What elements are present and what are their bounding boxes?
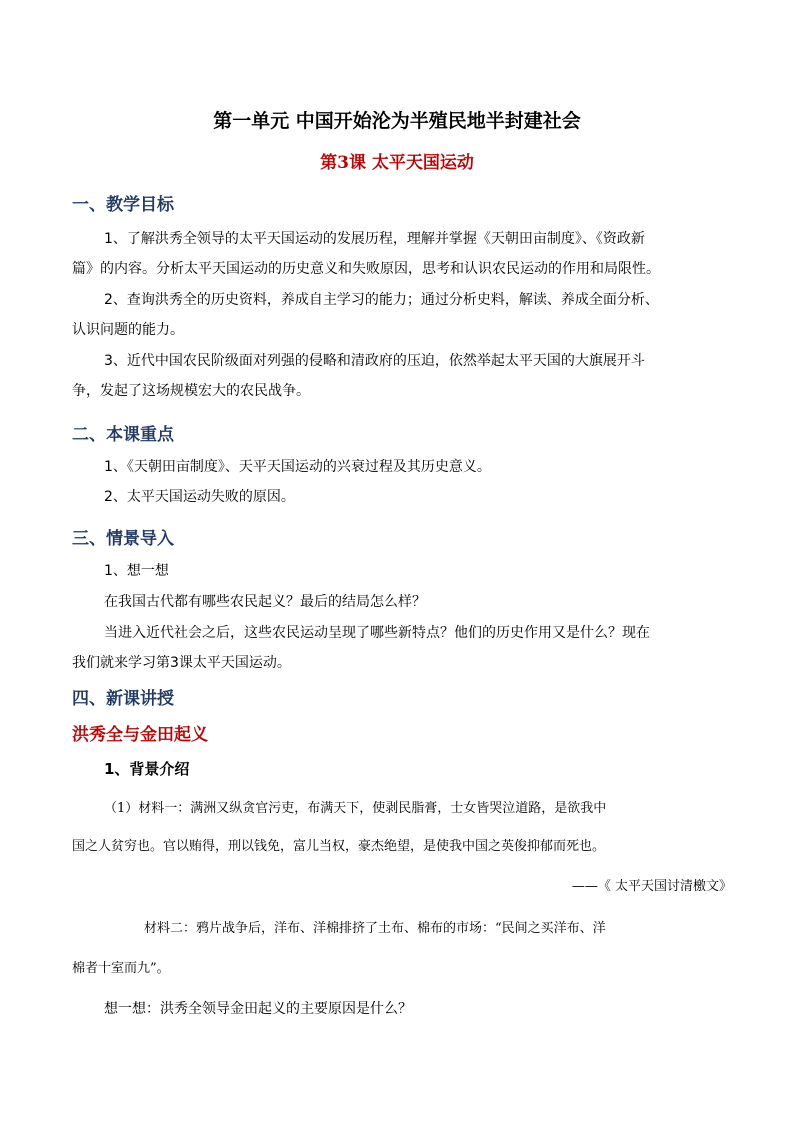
key-point-1: 1、《天朝田亩制度》、天平天国运动的兴衰过程及其历史意义。 — [104, 459, 491, 475]
objective-1-line-1: 1、了解洪秀全领导的太平天国运动的发展历程，理解并掌握《天朝田亩制度》、《资政新 — [104, 231, 645, 247]
scenario-question-1: 在我国古代都有哪些农民起义？最后的结局怎么样？ — [104, 594, 426, 610]
objective-2-line-1: 2、查询洪秀全的历史资料，养成自主学习的能力；通过分析史料，解读、养成全面分析、 — [104, 292, 659, 308]
objective-3-line-1: 3、近代中国农民阶级面对列强的侵略和清政府的压迫，依然举起太平天国的大旗展开斗 — [104, 353, 645, 369]
objective-2-line-2: 认识问题的能力。 — [72, 322, 184, 338]
material-1-line-2: 国之人贫穷也。官以贿得，刑以钱免，富儿当权，豪杰绝望，是使我中国之英俊抑郁而死也。 — [72, 839, 606, 854]
section-heading-objectives: 一、教学目标 — [72, 195, 174, 215]
key-point-2: 2、太平天国运动失败的原因。 — [104, 489, 295, 505]
material-1-line-1: （1）材料一：满洲又纵贪官污吏，布满天下，使剥民脂膏，士女皆哭泣道路，是欲我中 — [104, 801, 607, 816]
subtopic-heading: 1、背景介绍 — [104, 760, 190, 778]
scenario-item-1: 1、想一想 — [104, 563, 169, 579]
material-1-source: ——《 太平天国讨清檄文》 — [571, 879, 732, 894]
scenario-question-2-line-1: 当进入近代社会之后，这些农民运动呈现了哪些新特点？他们的历史作用又是什么？现在 — [104, 625, 650, 641]
section-heading-key-points: 二、本课重点 — [72, 425, 174, 445]
topic-heading: 洪秀全与金田起义 — [72, 725, 208, 745]
material-2-line-1: 材料二：鸦片战争后，洋布、洋棉排挤了土布、棉布的市场：“民间之买洋布、洋 — [144, 921, 606, 936]
scenario-question-2-line-2: 我们就来学习第3课太平天国运动。 — [72, 655, 291, 671]
section-heading-new-lesson: 四、新课讲授 — [72, 689, 174, 709]
section-heading-scenario: 三、情景导入 — [72, 529, 174, 549]
think-question: 想一想：洪秀全领导金田起义的主要原因是什么？ — [104, 1001, 412, 1017]
objective-3-line-2: 争，发起了这场规模宏大的农民战争。 — [72, 383, 310, 399]
lesson-title: 第3课 太平天国运动 — [320, 153, 474, 173]
objective-1-line-2: 篇》的内容。分析太平天国运动的历史意义和失败原因，思考和认识农民运动的作用和局限性。 — [72, 261, 660, 277]
unit-title: 第一单元 中国开始沦为半殖民地半封建社会 — [213, 110, 581, 132]
material-2-line-2: 棉者十室而九”。 — [72, 961, 170, 976]
